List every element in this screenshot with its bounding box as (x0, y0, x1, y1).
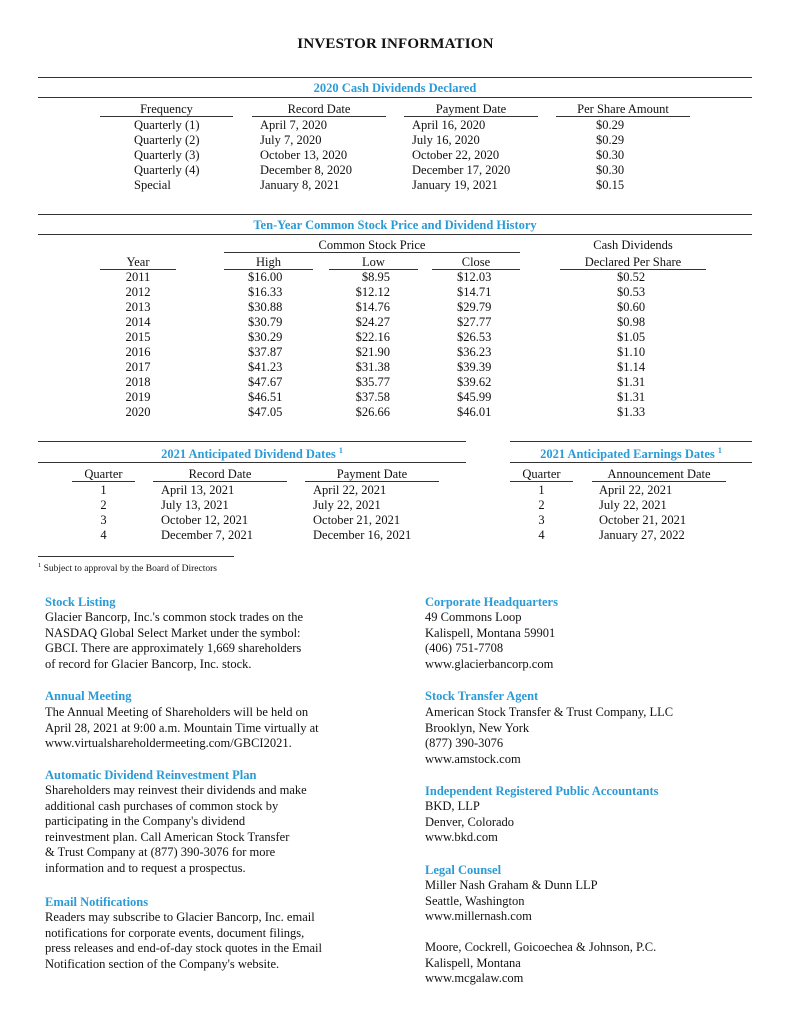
footnote-mark: 1 (38, 562, 42, 569)
cell-payment-date: January 19, 2021 (412, 178, 498, 192)
annual-meeting-heading: Annual Meeting (45, 689, 132, 703)
website-link[interactable]: www.amstock.com (425, 751, 521, 766)
cell-record-date: December 8, 2020 (260, 163, 352, 177)
divider (38, 97, 752, 98)
cell-year: 2016 (125, 345, 151, 359)
page-title: INVESTOR INFORMATION (297, 36, 494, 52)
legal-counsel-text (425, 878, 656, 987)
annual-meeting-text (45, 705, 319, 752)
text-line: Miller Nash Graham & Dunn LLP (425, 878, 598, 892)
footnote-divider (38, 556, 234, 557)
cell-low: $35.77 (355, 375, 390, 389)
year-column (100, 270, 176, 420)
group-header-dividends: Cash Dividends (593, 238, 673, 252)
website-link[interactable]: www.mcgalaw.com (425, 971, 524, 985)
col-header-announcement-date: Announcement Date (592, 467, 726, 482)
text-line: Brooklyn, New York (425, 720, 530, 735)
col-header-low: Low (329, 255, 418, 270)
cell-quarter: 2 (538, 498, 545, 512)
announcement-date-column (599, 483, 739, 543)
cell-low: $31.38 (355, 360, 390, 374)
divider (38, 77, 752, 78)
group-header-price: Common Stock Price (224, 238, 520, 253)
close-column (457, 270, 517, 420)
cell-record-date: April 7, 2020 (260, 118, 328, 132)
cell-year: 2013 (125, 300, 151, 314)
cell-close: $27.77 (457, 315, 492, 329)
legal-counsel-heading: Legal Counsel (425, 863, 502, 877)
cell-close: $39.62 (457, 375, 492, 389)
cell-quarter: 3 (538, 513, 545, 527)
footnote-text: Subject to approval by the Board of Directors (43, 564, 217, 575)
cell-quarter: 3 (100, 513, 107, 527)
cell-high: $16.00 (248, 270, 283, 284)
dividends-2020-heading: 2020 Cash Dividends Declared (313, 81, 477, 95)
cell-record-date: July 7, 2020 (260, 133, 322, 147)
cell-announcement-date: January 27, 2022 (599, 528, 685, 542)
stock-listing-heading: Stock Listing (45, 595, 116, 609)
text-line: reinvestment plan. Call American Stock Transfer (45, 829, 290, 844)
cell-year: 2018 (125, 375, 151, 389)
cell-payment-date: July 16, 2020 (412, 133, 480, 147)
cell-high: $47.05 (248, 405, 283, 419)
col-header-quarter: Quarter (510, 467, 573, 482)
text-line: Notification section of the Company's website. (45, 956, 280, 971)
divider (38, 234, 752, 235)
cell-amount: $0.29 (596, 133, 625, 147)
stock-listing-text (45, 610, 303, 672)
cell-quarter: 1 (538, 483, 545, 497)
text-line: GBCI. There are approximately 1,669 shareholders (45, 641, 302, 655)
cell-frequency: Quarterly (2) (134, 133, 200, 147)
cell-record-date: October 13, 2020 (260, 148, 348, 162)
cell-record-date: October 12, 2021 (161, 513, 249, 527)
cell-record-date: December 7, 2021 (161, 528, 253, 542)
cell-record-date: April 13, 2021 (161, 483, 235, 497)
cell-high: $41.23 (248, 360, 283, 374)
text-line: Seattle, Washington (425, 893, 525, 908)
cell-close: $36.23 (457, 345, 492, 359)
email-notifications-heading: Email Notifications (45, 895, 149, 909)
cell-payment-date: December 17, 2020 (412, 163, 511, 177)
cell-year: 2019 (125, 390, 151, 404)
cell-payment-date: April 22, 2021 (313, 483, 387, 497)
cell-year: 2014 (125, 315, 151, 329)
cell-year: 2020 (125, 405, 151, 419)
text-line: (877) 390-3076 (425, 736, 504, 750)
cell-frequency: Quarterly (1) (134, 118, 200, 132)
col-header-year: Year (100, 255, 176, 270)
cell-payment-date: April 16, 2020 (412, 118, 486, 132)
cell-amount: $0.15 (596, 178, 625, 192)
cell-year: 2015 (125, 330, 151, 344)
cell-high: $47.67 (248, 375, 283, 389)
col-header-payment-date: Payment Date (305, 467, 439, 482)
cell-high: $46.51 (248, 390, 283, 404)
cell-high: $30.88 (248, 300, 283, 314)
cell-close: $29.79 (457, 300, 492, 314)
cell-close: $26.53 (457, 330, 492, 344)
text-line: American Stock Transfer & Trust Company, LLC (425, 705, 674, 719)
text-line: The Annual Meeting of Shareholders will be held on (45, 705, 309, 719)
cell-amount: $0.30 (596, 148, 625, 162)
cell-payment-date: December 16, 2021 (313, 528, 412, 542)
text-line: of record for Glacier Bancorp, Inc. stock. (45, 656, 252, 671)
divider (510, 441, 752, 442)
drip-text (45, 783, 307, 876)
website-link[interactable]: www.millernash.com (425, 909, 532, 923)
quarter-column (510, 483, 573, 543)
low-column (330, 270, 390, 420)
cell-declared: $1.31 (617, 390, 646, 404)
record-date-column (260, 118, 400, 193)
cell-declared: $1.33 (617, 405, 646, 419)
stock-transfer-agent-text (425, 705, 673, 767)
col-header-payment-date: Payment Date (404, 102, 538, 117)
drip-heading: Automatic Dividend Reinvestment Plan (45, 768, 257, 782)
divider (38, 214, 752, 215)
text-line: April 28, 2021 at 9:00 a.m. Mountain Time virtually at (45, 720, 319, 735)
col-header-high: High (224, 255, 313, 270)
text-line: additional cash purchases of common stock by (45, 798, 279, 813)
text-line: BKD, LLP (425, 799, 480, 813)
cell-declared: $1.10 (617, 345, 646, 359)
cell-quarter: 2 (100, 498, 107, 512)
col-header-frequency: Frequency (100, 102, 233, 117)
col-header-record-date: Record Date (252, 102, 386, 117)
stock-transfer-agent-heading: Stock Transfer Agent (425, 689, 539, 703)
anticipated-earnings-heading-text: 2021 Anticipated Earnings Dates (540, 447, 715, 462)
cell-year: 2012 (125, 285, 151, 299)
text-line: Denver, Colorado (425, 814, 515, 829)
cell-amount: $0.30 (596, 163, 625, 177)
footnote-mark: 1 (717, 446, 722, 455)
footnote-mark: 1 (338, 446, 343, 455)
cell-payment-date: October 21, 2021 (313, 513, 401, 527)
cell-close: $12.03 (457, 270, 492, 284)
cell-low: $8.95 (361, 270, 390, 284)
divider (510, 462, 752, 463)
text-line: www.virtualshareholdermeeting.com/GBCI2021. (45, 736, 292, 750)
payment-date-column (313, 483, 453, 543)
corporate-headquarters-heading: Corporate Headquarters (425, 595, 558, 609)
cell-announcement-date: April 22, 2021 (599, 483, 673, 497)
text-line: Shareholders may reinvest their dividends and make (45, 783, 307, 797)
record-date-column (161, 483, 301, 543)
corporate-headquarters-text (425, 610, 555, 672)
cell-year: 2011 (125, 270, 151, 284)
text-line: Glacier Bancorp, Inc.'s common stock trades on the (45, 610, 304, 624)
text-line: notifications for corporate events, document filings, (45, 925, 305, 940)
cell-low: $24.27 (355, 315, 390, 329)
cell-low: $12.12 (355, 285, 390, 299)
text-line: & Trust Company at (877) 390-3076 for more (45, 845, 276, 859)
anticipated-dividends-heading (38, 446, 466, 462)
anticipated-earnings-heading (510, 446, 752, 462)
cell-declared: $0.60 (617, 300, 646, 314)
cell-low: $21.90 (355, 345, 390, 359)
cell-quarter: 4 (100, 528, 107, 542)
cell-high: $37.87 (248, 345, 283, 359)
cell-year: 2017 (125, 360, 151, 374)
col-header-close: Close (432, 255, 520, 270)
cell-frequency: Special (134, 178, 171, 192)
cell-declared: $1.14 (617, 360, 646, 374)
cell-high: $30.79 (248, 315, 283, 329)
cell-frequency: Quarterly (3) (134, 148, 200, 162)
cell-close: $45.99 (457, 390, 492, 404)
cell-close: $14.71 (457, 285, 492, 299)
cell-quarter: 4 (538, 528, 545, 542)
col-header-per-share: Per Share Amount (556, 102, 690, 117)
cell-low: $37.58 (355, 390, 390, 404)
text-line: (406) 751-7708 (425, 641, 504, 655)
col-header-record-date: Record Date (153, 467, 287, 482)
cell-close: $46.01 (457, 405, 492, 419)
quarter-column (72, 483, 135, 543)
text-line: Kalispell, Montana 59901 (425, 625, 556, 640)
cell-low: $22.16 (355, 330, 390, 344)
spacer-line (425, 925, 656, 941)
text-line: 49 Commons Loop (425, 610, 522, 624)
cell-amount: $0.29 (596, 118, 625, 132)
per-share-column (596, 118, 656, 193)
cell-low: $14.76 (355, 300, 390, 314)
divider (38, 462, 466, 463)
frequency-column (134, 118, 254, 193)
cell-declared: $1.31 (617, 375, 646, 389)
text-line: Kalispell, Montana (425, 955, 521, 970)
cell-declared: $1.05 (617, 330, 646, 344)
high-column (248, 270, 308, 420)
cell-payment-date: October 22, 2020 (412, 148, 500, 162)
website-link[interactable]: www.glacierbancorp.com (425, 656, 554, 671)
cell-high: $30.29 (248, 330, 283, 344)
email-notifications-text (45, 910, 322, 972)
cell-frequency: Quarterly (4) (134, 163, 200, 177)
cell-declared: $0.52 (617, 270, 646, 284)
text-line: NASDAQ Global Select Market under the symbol: (45, 625, 301, 640)
col-header-quarter: Quarter (72, 467, 135, 482)
col-header-declared: Declared Per Share (560, 255, 706, 270)
cell-record-date: July 13, 2021 (161, 498, 229, 512)
declared-column (617, 270, 677, 420)
text-line: Moore, Cockrell, Goicoechea & Johnson, P.C. (425, 940, 657, 954)
cell-high: $16.33 (248, 285, 283, 299)
divider (38, 441, 466, 442)
history-heading: Ten-Year Common Stock Price and Dividend History (253, 218, 537, 232)
text-line: participating in the Company's dividend (45, 814, 246, 828)
text-line: press releases and end-of-day stock quotes in the Email (45, 941, 322, 955)
accountants-heading: Independent Registered Public Accountants (425, 784, 659, 798)
cell-quarter: 1 (100, 483, 107, 497)
cell-close: $39.39 (457, 360, 492, 374)
payment-date-column (412, 118, 552, 193)
cell-declared: $0.53 (617, 285, 646, 299)
cell-record-date: January 8, 2021 (260, 178, 340, 192)
cell-announcement-date: October 21, 2021 (599, 513, 687, 527)
website-link[interactable]: www.bkd.com (425, 830, 498, 844)
footnote (38, 562, 217, 574)
cell-declared: $0.98 (617, 315, 646, 329)
text-line: information and to request a prospectus. (45, 860, 246, 875)
cell-low: $26.66 (355, 405, 390, 419)
text-line: Readers may subscribe to Glacier Bancorp, Inc. email (45, 910, 315, 924)
cell-payment-date: July 22, 2021 (313, 498, 381, 512)
anticipated-dividends-heading-text: 2021 Anticipated Dividend Dates (161, 447, 336, 462)
cell-announcement-date: July 22, 2021 (599, 498, 667, 512)
accountants-text (425, 799, 514, 846)
